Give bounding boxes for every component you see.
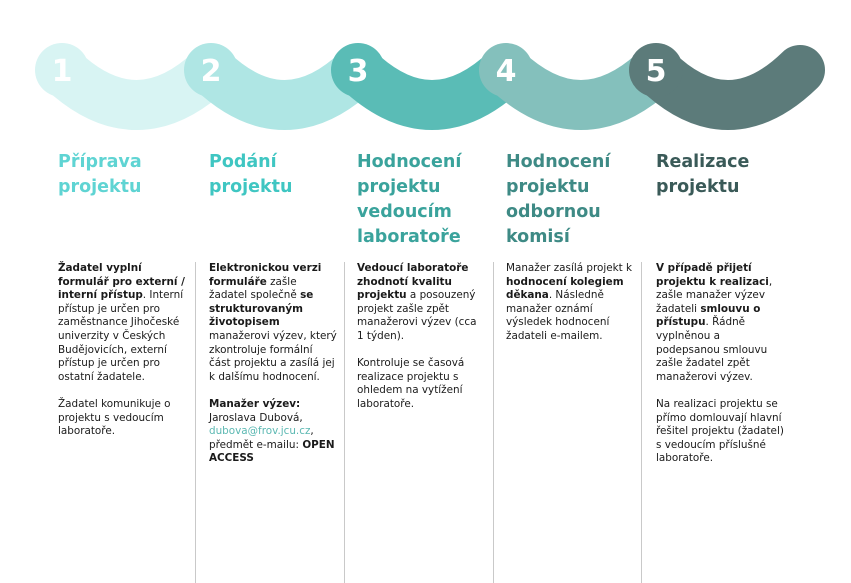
step-title-line: projektu [58, 177, 142, 197]
step-title-2 [209, 150, 349, 200]
column-divider [344, 262, 345, 583]
bold-text: OPEN ACCESS [209, 438, 335, 465]
step-title-line: projektu [506, 177, 590, 197]
step-title-3 [357, 150, 497, 250]
step-description-1 [58, 262, 186, 452]
step-title-line: laboratoře [357, 227, 461, 247]
step-title-line: vedoucím [357, 202, 452, 222]
description-paragraph [656, 398, 784, 466]
text: , předmět e-mailu: [209, 425, 314, 451]
text: . Interní přístup je určen pro zaměstnance Jihočeské univerzity v Českých Budějovicích, externí přístup je určen pro ostatní žadatele. [58, 289, 184, 383]
email-link[interactable]: dubova@frov.jcu.cz [209, 425, 311, 438]
bold-text: Vedoucí laboratoře zhodnotí kvalitu projektu [357, 262, 469, 302]
step-title-line: projektu [656, 177, 740, 197]
text: Na realizaci projektu se přímo domlouvají hlavní řešitel projektu (žadatel) s vedoucím příslušné laboratoře. [656, 397, 784, 465]
description-paragraph [209, 262, 337, 384]
step-title-line: Podání [209, 152, 277, 172]
text: , zašle manažer výzev žadateli [656, 275, 773, 315]
bold-text: hodnocení kolegiem děkana [506, 275, 624, 302]
step-number-3: 3 [347, 54, 369, 89]
text: Kontroluje se časová realizace projektu s ohledem na vytížení laboratoře. [357, 357, 465, 410]
step-number-2: 2 [200, 54, 222, 89]
bold-text: Elektronickou verzi formuláře [209, 262, 322, 288]
step-title-line: projektu [209, 177, 293, 197]
column-divider [195, 262, 196, 583]
step-title-line: Hodnocení [357, 152, 462, 172]
text: zašle žadatel společně [209, 275, 301, 302]
process-wave [0, 0, 851, 140]
step-number-4: 4 [495, 54, 517, 89]
column-divider [641, 262, 642, 583]
description-paragraph [209, 398, 337, 466]
step-title-line: Příprava [58, 152, 142, 172]
step-description-4 [506, 262, 634, 357]
description-paragraph [506, 262, 634, 344]
description-paragraph [357, 357, 485, 411]
text: . Následně manažer oznámí výsledek hodnocení žadateli e-mailem. [506, 289, 610, 342]
bold-text: V případě přijetí projektu k realizaci [656, 262, 769, 288]
step-number-1: 1 [51, 54, 73, 89]
text: Manažer zasílá projekt k [506, 262, 633, 274]
step-title-5 [656, 150, 796, 200]
step-title-line: projektu [357, 177, 441, 197]
step-description-5 [656, 262, 784, 480]
step-title-line: Realizace [656, 152, 750, 172]
description-paragraph [58, 262, 186, 384]
column-divider [493, 262, 494, 583]
step-title-1 [58, 150, 198, 200]
step-description-2 [209, 262, 337, 480]
bold-text: se strukturovaným životopisem [209, 289, 314, 329]
description-paragraph [58, 398, 186, 439]
text: Žadatel komunikuje o projektu s vedoucím laboratoře. [58, 397, 171, 438]
text: Jaroslava Dubová, [209, 411, 303, 424]
bold-text: Manažer výzev: [209, 397, 301, 410]
text: . Řádně vyplněnou a podepsanou smlouvu zašle žadatel zpět manažerovi výzev. [656, 316, 768, 383]
step-title-4 [506, 150, 646, 250]
description-paragraph [656, 262, 784, 384]
text: a posouzený projekt zašle zpět manažerovi výzev (cca 1 týden). [357, 289, 477, 342]
bold-text: Žadatel vyplní formulář pro externí / interní přístup [58, 262, 185, 302]
step-number-5: 5 [645, 54, 667, 89]
step-title-line: Hodnocení [506, 152, 611, 172]
bold-text: smlouvu o přístupu [656, 302, 761, 329]
step-description-3 [357, 262, 485, 425]
text: manažerovi výzev, který zkontroluje formální část projektu a zasílá jej k dalšímu hodnocení. [209, 329, 337, 383]
description-paragraph [357, 262, 485, 344]
step-title-line: komisí [506, 227, 570, 247]
step-title-line: odbornou [506, 202, 601, 222]
